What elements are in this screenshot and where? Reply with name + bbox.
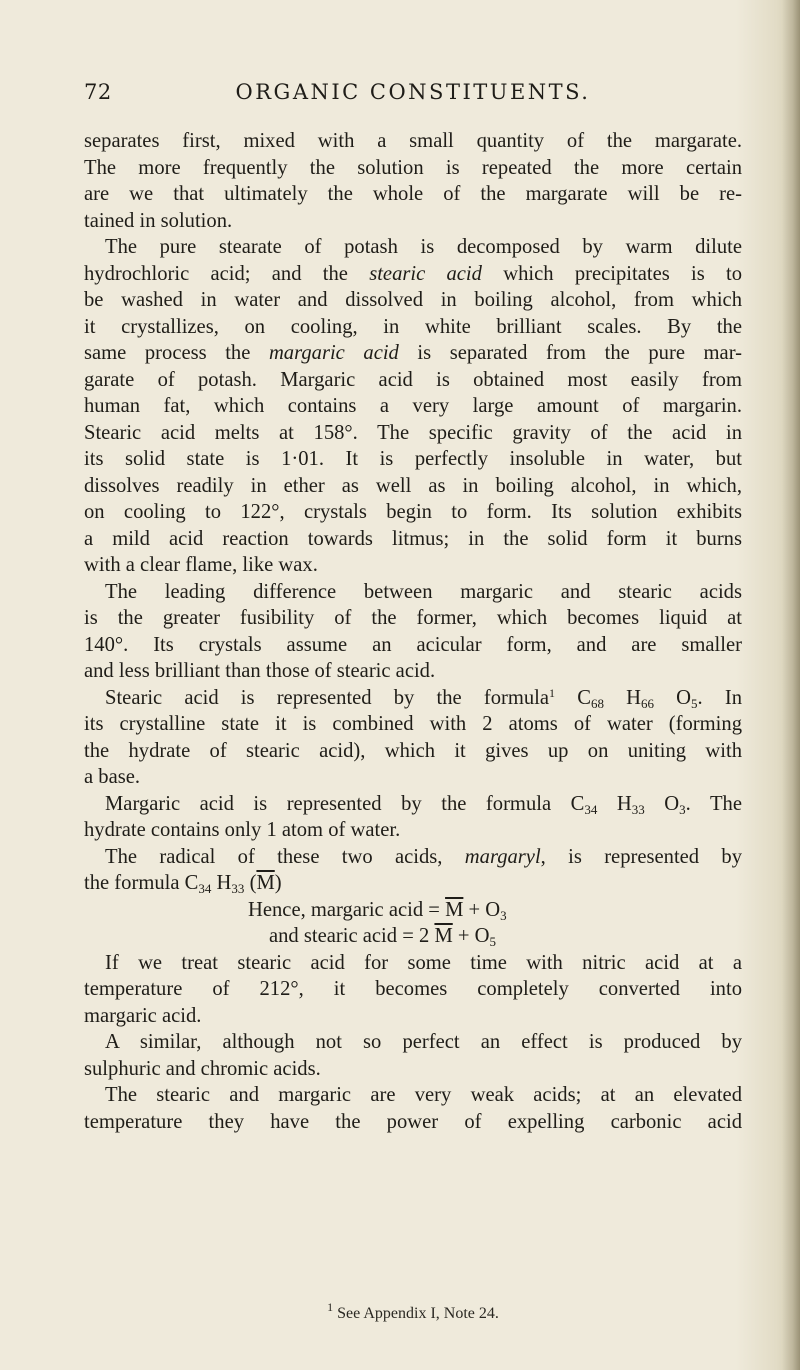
formula-subscript: 33 [231, 881, 245, 896]
text-run: . In [697, 686, 743, 709]
text-line: tained in solution. [84, 209, 233, 232]
text-line: sulphuric and chromic acids. [84, 1057, 321, 1080]
text-line: and less brilliant than those of stearic acid. [84, 660, 436, 682]
text-line: The stearic and margaric are very weak acids; at an elevated [105, 1084, 742, 1106]
formula-subscript: 68 [590, 695, 604, 711]
text-line: are we that ultimately the whole of the margarate will be re- [84, 183, 742, 205]
formula-subscript: 5 [489, 934, 497, 949]
formula-subscript: 34 [584, 801, 598, 817]
text-line: its crystalline state it is combined with 2 atoms of water (forming [84, 713, 742, 735]
text-line: dissolves readily in ether as well as in boiling alcohol, in which, [84, 474, 742, 497]
text-run: Hence, margaric acid = [248, 898, 446, 921]
text-run: is separated from the pure mar- [398, 342, 742, 364]
text-line: 140°. Its crystals assume an acicular form, and are smaller [84, 633, 742, 656]
footnote-text: See Appendix I, Note 24. [333, 1305, 499, 1322]
text-line [84, 261, 742, 288]
text-line [84, 685, 742, 712]
formula-subscript: 3 [500, 907, 507, 923]
text-run: ) [274, 872, 282, 894]
formula-element: + O [452, 925, 490, 947]
text-run: which precipitates is to [481, 262, 743, 285]
text-line: temperature they have the power of expelling carbonic acid [84, 1110, 742, 1133]
text-line: a mild acid reaction towards litmus; in the solid form it burns [84, 527, 742, 550]
text-line: it crystallizes, on cooling, in white brilliant scales. By the [84, 315, 742, 338]
text-run: . The [685, 792, 742, 815]
formula-subscript: 33 [631, 801, 645, 817]
text-line: garate of potash. Margaric acid is obtained most easily from [84, 368, 742, 391]
text-run: ( [244, 872, 257, 894]
page-edge-shadow [782, 0, 800, 1370]
text-line: is the greater fusibility of the former, which becomes liquid at [84, 607, 742, 629]
formula-element: O [644, 792, 680, 815]
formula-element: H [597, 792, 632, 815]
formula-subscript: 3 [679, 801, 686, 817]
text-run: hydrochloric acid; and the [84, 262, 370, 285]
body-text [84, 128, 742, 1135]
radical-symbol: $\overline{M}$ [445, 898, 464, 921]
text-line: A similar, although not so perfect an effect is produced by [105, 1031, 742, 1053]
text-line: its solid state is 1·01. It is perfectly insoluble in water, but [84, 448, 742, 470]
text-run: and stearic acid = 2 [269, 925, 435, 947]
text-line: separates first, mixed with a small quantity of the margarate. [84, 130, 742, 152]
formula-element: H [603, 686, 641, 709]
formula-element: O [654, 686, 692, 709]
text-run: , is represented by [540, 845, 743, 868]
text-line: be washed in water and dissolved in boiling alcohol, from which [84, 289, 742, 311]
text-run: same process the [84, 342, 269, 364]
text-line [84, 340, 742, 367]
term-stearic-acid: stearic acid [369, 262, 482, 285]
formula-element: + O [463, 898, 501, 921]
radical-symbol: $\overline{M}$ [256, 872, 275, 894]
text-run: Stearic acid is represented by the formula [105, 686, 550, 709]
formula-element: H [211, 872, 232, 894]
text-run: Margaric acid is represented by the formula C [105, 792, 585, 815]
text-line: The more frequently the solution is repeated the more certain [84, 156, 742, 179]
running-title: ORGANIC CONSTITUENTS. [235, 80, 591, 104]
text-line: hydrate contains only 1 atom of water. [84, 819, 401, 841]
formula-margaric [84, 897, 742, 924]
formula-subscript: 66 [641, 695, 654, 711]
term-margaryl: margaryl [464, 845, 541, 868]
term-margaric-acid: margaric acid [268, 342, 399, 364]
text-line: The pure stearate of potash is decomposed by warm dilute [105, 236, 742, 258]
text-line: a base. [84, 766, 141, 788]
footnote-marker: 1 [327, 1300, 334, 1314]
text-run: The radical of these two acids, [105, 845, 465, 868]
text-line: temperature of 212°, it becomes completely converted into [84, 978, 742, 1000]
text-line: with a clear flame, like wax. [84, 554, 318, 576]
text-line [84, 870, 742, 897]
text-run: the formula C [84, 872, 199, 894]
text-line: Stearic acid melts at 158°. The specific gravity of the acid in [84, 421, 742, 444]
text-line: The leading difference between margaric and stearic acids [105, 580, 742, 603]
page-header [84, 80, 742, 114]
formula-subscript: 34 [198, 881, 212, 896]
formula-subscript: 5 [691, 695, 698, 711]
text-line: the hydrate of stearic acid), which it gives up on uniting with [84, 739, 742, 762]
footnote-ref: 1 [549, 685, 556, 700]
footnote [84, 1300, 742, 1323]
text-line: human fat, which contains a very large amount of margarin. [84, 395, 742, 417]
radical-symbol: $\overline{M}$ [434, 925, 453, 947]
text-line: margaric acid. [84, 1004, 202, 1027]
text-line [84, 844, 742, 871]
text-line: If we treat stearic acid for some time with nitric acid at a [105, 951, 742, 974]
text-line [84, 791, 742, 818]
formula-stearic [84, 923, 742, 950]
page-number: 72 [84, 80, 112, 104]
text-line: on cooling to 122°, crystals begin to form. Its solution exhibits [84, 501, 742, 523]
formula-element: C [555, 686, 591, 709]
